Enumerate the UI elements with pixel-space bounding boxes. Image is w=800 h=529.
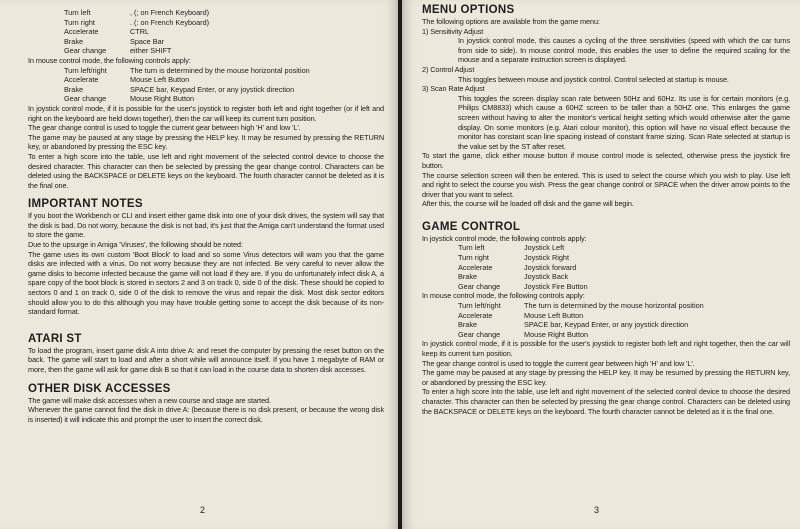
- section-heading-important-notes: IMPORTANT NOTES: [28, 198, 143, 211]
- control-key: The turn is determined by the mouse horizontal position: [524, 301, 704, 311]
- control-action: Accelerate: [458, 262, 493, 272]
- option-title: 1) Sensitivity Adjust: [422, 26, 484, 36]
- control-action: Brake: [64, 84, 84, 94]
- section-heading-atari-st: ATARI ST: [28, 332, 82, 345]
- option-body: This toggles the screen display scan rate between 50Hz and 60Hz. Its use is for certain monitors (e.g. Philips CM8833) which cause a 60HZ screen to be taller than a 50HZ one. This enlarges the game screen without having to alter the monitor's vertical height setting which would otherwise alter the game display. On some monitors (e.g. Atari colour monitor), this option will have no visual effect because the monitor has constant scan line spacing instead of constant frame sizing. Scan Rate selected at startup is the value set by the ST after reset.: [458, 93, 790, 151]
- paragraph: The game uses its own custom 'Boot Block' to load and so some Virus detectors will warn you that the game disks are infected with a virus. Do not worry because they are not infected. Be very careful to never allow the game disks to become infected because the game will not load if they are. If you do unfortunately infect disk A, a spare copy of the boot block is stored in sectors 2 and 3 on track 0, side 0 of the disk. These should be copied to sectors 0 and 1 on track 0, side 0 of the disk to remove the virus and repair the disk. Most disk sector editors should allow you to do this although you may have trouble getting some to accept the disk because of its non-standard format.: [28, 249, 384, 317]
- control-key: Joystick Fire Button: [524, 281, 588, 291]
- left-page: [0, 0, 398, 529]
- page-number: 2: [200, 505, 206, 515]
- control-key: Joystick Right: [524, 253, 570, 263]
- control-action: Accelerate: [458, 310, 493, 320]
- paragraph: The gear change control is used to toggle the current gear between high 'H' and low 'L'.: [422, 358, 695, 368]
- control-action: Turn right: [64, 17, 95, 27]
- option-title: 3) Scan Rate Adjust: [422, 84, 485, 94]
- control-key: Mouse Right Button: [130, 94, 195, 104]
- section-heading-game-control: GAME CONTROL: [422, 220, 521, 233]
- paragraph: The game may be paused at any stage by pressing the HELP key. It may be resumed by pressing the RETURN key, or abandoned by pressing the ESC key.: [28, 132, 384, 152]
- control-action: Gear change: [458, 329, 501, 339]
- section-heading-menu-options: MENU OPTIONS: [422, 4, 515, 16]
- paragraph: The course selection screen will then be entered. This is used to select the course which you wish to play. Use left and right to select the course you wish. Press the gear change control or SPACE when the driver arrow points to the driver that you want to select.: [422, 170, 790, 199]
- mouse-intro: In mouse control mode, the following controls apply:: [28, 55, 191, 65]
- option-body: This toggles between mouse and joystick control. Control selected at startup is mouse.: [458, 74, 729, 84]
- option-body: In joystick control mode, this causes a cycling of the three sensitivities (speed with which the car turns from side to side). In mouse control mode, this enables the user to define the required scaling for the mouse and a separate instruction screen is displayed.: [458, 36, 790, 65]
- control-key: Space Bar: [130, 36, 165, 46]
- control-key: Mouse Left Button: [524, 310, 584, 320]
- paragraph: Whenever the game cannot find the disk in drive A: (because there is no disk present, or because the wrong disk is inserted) it will indicate this and prompt the user to insert the correct disk.: [28, 405, 384, 424]
- paragraph: If you boot the Workbench or CLI and insert either game disk into one of your disk drives, the system will say that the disk is bad. Do not worry, because the disk is not bad, it's just that the Amiga can't understand the format used to store the game.: [28, 211, 384, 240]
- control-action: Gear change: [64, 94, 107, 104]
- paragraph: The game will make disk accesses when a new course and stage are started.: [28, 395, 271, 405]
- control-action: Brake: [458, 272, 478, 282]
- paragraph: To enter a high score into the table, use left and right movement of the selected control device to choose the desired character. This character can then be selected by pressing the gear change control. Characters can be deleted using the BACKSPACE or DELETE keys on the keyboard. The fourth character cannot be deleted as it is the final one.: [28, 151, 384, 190]
- control-action: Turn left/right: [458, 301, 501, 311]
- control-action: Turn right: [458, 253, 489, 263]
- control-action: Turn left: [458, 243, 485, 253]
- control-key: SPACE bar, Keypad Enter, or any joystick direction: [524, 320, 689, 330]
- control-action: Brake: [458, 320, 478, 330]
- control-action: Gear change: [64, 46, 107, 56]
- control-action: Accelerate: [64, 27, 99, 37]
- page-number: 3: [594, 505, 600, 515]
- control-key: CTRL: [130, 27, 150, 37]
- control-key: SPACE bar, Keypad Enter, or any joystick direction: [130, 84, 295, 94]
- control-key: The turn is determined by the mouse horizontal position: [130, 65, 310, 75]
- control-key: , (; on French Keyboard): [130, 8, 210, 17]
- paragraph: After this, the course will be loaded off disk and the game will begin.: [422, 199, 634, 209]
- option-title: 2) Control Adjust: [422, 64, 475, 74]
- mouse-controls-table: [28, 66, 384, 104]
- control-action: Turn left/right: [64, 65, 107, 75]
- paragraph: To load the program, insert game disk A into drive A: and reset the computer by pressing the reset button on the back. The game will start to load and after a short while will announce itself. If you have 1 megabyte of RAM or more, then the game will ask for game disk B so that it can load in the course data to shorten disk accesses.: [28, 345, 384, 374]
- control-action: Turn left: [64, 8, 91, 17]
- control-key: Mouse Left Button: [130, 75, 190, 85]
- control-key: either SHIFT: [130, 46, 172, 56]
- paragraph: In joystick control mode, if it is possible for the user's joystick to register both left and right together, then the car will keep its current turn position.: [422, 339, 790, 358]
- section-heading-other-disk-accesses: OTHER DISK ACCESSES: [28, 382, 171, 395]
- control-action: Gear change: [458, 281, 501, 291]
- menu-intro: The following options are available from the game menu:: [422, 17, 600, 26]
- control-action: Brake: [64, 36, 84, 46]
- paragraph: Due to the upsurge in Amiga 'Viruses', the following should be noted:: [28, 240, 243, 250]
- control-key: Joystick forward: [524, 262, 577, 272]
- paragraph: To start the game, click either mouse button if mouse control mode is selected, otherwise press the joystick fire button.: [422, 151, 790, 170]
- paragraph: In joystick control mode, if it is possible for the user's joystick to register both left and right together (or if left and right on the keyboard are held down together), then the car will keep its current turn position.: [28, 103, 384, 123]
- right-page: [402, 0, 800, 529]
- keyboard-controls-table: [28, 8, 384, 56]
- paragraph: The gear change control is used to toggle the current gear between high 'H' and low 'L'.: [28, 123, 301, 133]
- joystick-controls-table: [422, 243, 790, 291]
- paragraph: To enter a high score into the table, use left and right movement of the selected control device to choose the desired character. This character can then be selected by pressing the gear change control. Characters can be deleted using the BACKSPACE or DELETE keys on the keyboard. The fourth character cannot be deleted as it is the final one.: [422, 387, 790, 416]
- control-key: Joystick Back: [524, 272, 569, 282]
- control-key: . (: on French Keyboard): [130, 17, 210, 27]
- control-action: Accelerate: [64, 75, 99, 85]
- joystick-intro: In joystick control mode, the following controls apply:: [422, 233, 587, 243]
- paragraph: The game may be paused at any stage by pressing the HELP key. It may be resumed by pressing the RETURN key, or abandoned by pressing the ESC key.: [422, 368, 790, 387]
- control-key: Joystick Left: [524, 243, 565, 253]
- control-key: Mouse Right Button: [524, 329, 589, 339]
- mouse-intro: In mouse control mode, the following controls apply:: [422, 291, 585, 301]
- mouse-controls-table: [422, 301, 790, 339]
